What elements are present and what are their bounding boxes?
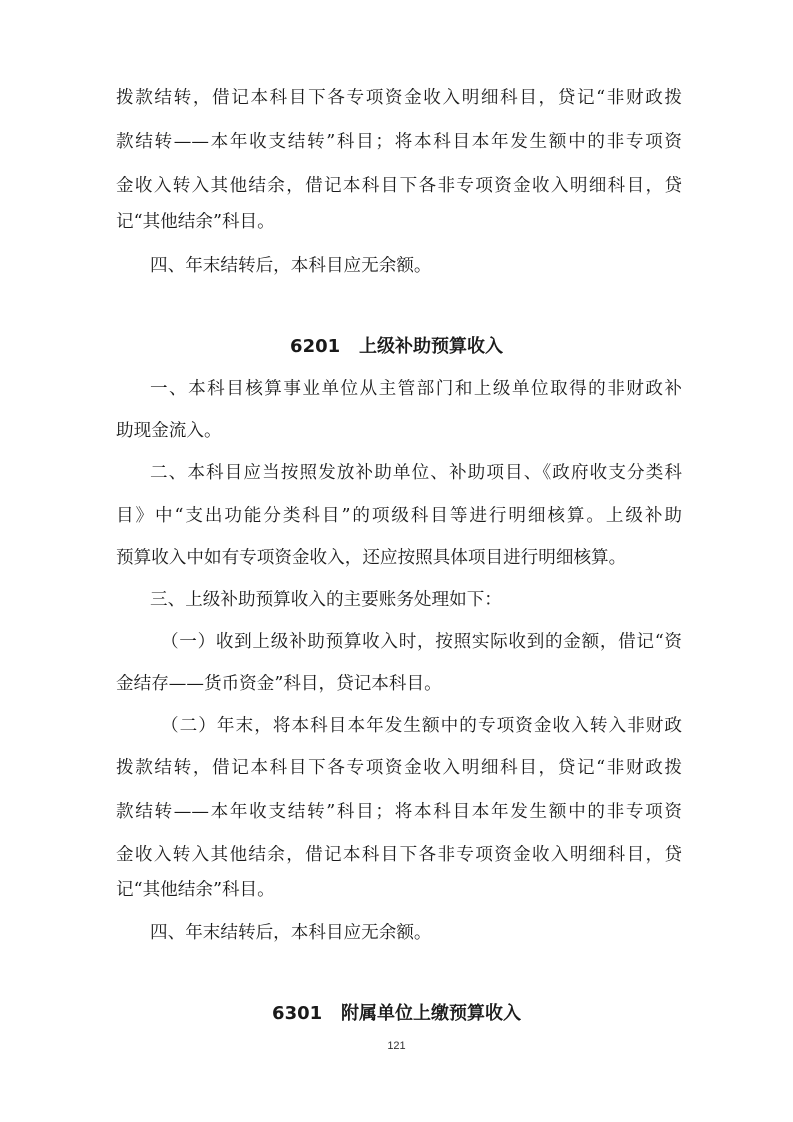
paragraph-line: 二、本科目应当按照发放补助单位、补助项目、《政府收支分类科 [150, 463, 682, 483]
paragraph-line: 一、本科目核算事业单位从主管部门和上级单位取得的非财政补 [150, 379, 682, 399]
paragraph-line: 金收入转入其他结余，借记本科目下各非专项资金收入明细科目，贷 [116, 845, 682, 865]
paragraph-line: 拨款结转，借记本科目下各专项资金收入明细科目，贷记“非财政拨 [116, 88, 682, 108]
paragraph-line: 金结存——货币资金”科目，贷记本科目。 [116, 674, 442, 694]
paragraph-line: 记“其他结余”科目。 [116, 212, 275, 232]
paragraph-line: （二）年末，将本科目本年发生额中的专项资金收入转入非财政 [161, 716, 682, 736]
paragraph-line: 预算收入中如有专项资金收入，还应按照具体项目进行明细核算。 [116, 548, 627, 568]
section-heading-6301: 6301 附属单位上缴预算收入 [272, 1003, 521, 1024]
paragraph-item-3: 三、上级补助预算收入的主要账务处理如下： [150, 590, 502, 610]
paragraph-line: 记“其他结余”科目。 [116, 880, 275, 900]
page-number: 121 [387, 1040, 406, 1052]
paragraph-line: （一）收到上级补助预算收入时，按照实际收到的金额，借记“资 [161, 632, 682, 652]
paragraph-line: 拨款结转，借记本科目下各专项资金收入明细科目，贷记“非财政拨 [116, 758, 682, 778]
paragraph-line: 款结转——本年收支结转”科目；将本科目本年发生额中的非专项资 [116, 802, 682, 822]
paragraph-line: 款结转——本年收支结转”科目；将本科目本年发生额中的非专项资 [116, 132, 682, 152]
paragraph-line: 助现金流入。 [116, 421, 222, 441]
section-heading-6201: 6201 上级补助预算收入 [290, 336, 503, 357]
paragraph-line: 目》中“支出功能分类科目”的项级科目等进行明细核算。上级补助 [116, 506, 682, 526]
paragraph-item-4: 四、年末结转后，本科目应无余额。 [150, 923, 432, 943]
paragraph-line: 金收入转入其他结余，借记本科目下各非专项资金收入明细科目，贷 [116, 176, 682, 196]
paragraph-item-4: 四、年末结转后，本科目应无余额。 [150, 256, 432, 276]
